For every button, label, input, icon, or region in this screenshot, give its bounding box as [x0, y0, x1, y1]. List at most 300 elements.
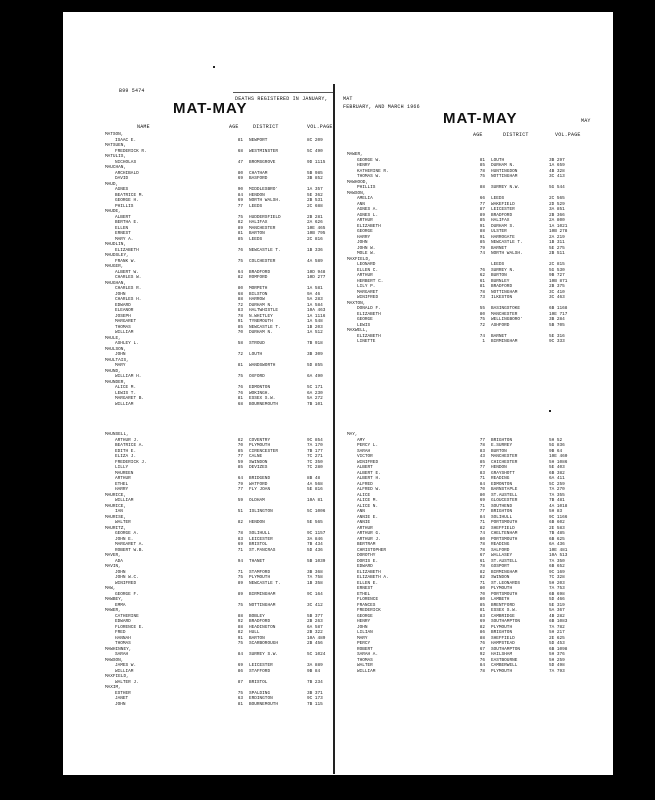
entry-age: 75 — [237, 690, 243, 696]
entries-left-bottom — [105, 432, 331, 707]
entry-volpage: 1A 1021 — [549, 223, 568, 229]
entry-volpage: 9B 84 — [307, 668, 321, 674]
entry-name: FRANCES — [357, 602, 376, 608]
entry-district: BURNLEY — [491, 278, 510, 284]
entry-name: FREDERICK J. — [115, 459, 147, 465]
entry-district: BRADFORD — [491, 212, 513, 218]
entry-volpage: 10D 277 — [307, 275, 326, 280]
entry-name: KATHERINE R. — [357, 168, 389, 174]
entry-age: 64 — [237, 269, 243, 275]
entry-district: NOTTINGHAM — [491, 174, 518, 179]
entry-volpage: 2C 565 — [549, 196, 565, 201]
entry-name: WALTER J. — [115, 679, 139, 685]
entry-volpage: 10B 278 — [549, 229, 568, 234]
entry-district: ST.AUSTELL — [491, 558, 518, 564]
entry-age: 67 — [479, 646, 485, 652]
entry-volpage: 2C 688 — [307, 203, 323, 209]
entry-age: 76 — [479, 267, 485, 273]
entry-volpage: 2B 263 — [307, 619, 323, 624]
entry-district: BRIGHTON — [491, 509, 513, 514]
entry-district: HARROGATE — [491, 234, 515, 240]
entry-name: MARY A. — [115, 236, 134, 242]
entry-name: AGNES — [115, 187, 129, 192]
entry-volpage: 8B 48 — [307, 476, 321, 481]
entry-name: MAWBEY, — [105, 597, 124, 602]
entry-age: 78 — [479, 547, 485, 553]
entry-age: 74 — [479, 333, 485, 339]
entry-age: 81 — [237, 701, 243, 707]
entry-volpage: 7B 101 — [307, 401, 323, 407]
entry-district: BOURNEMOUTH — [249, 701, 278, 707]
entry-district: LEEDS — [249, 203, 263, 209]
entry-district: BRIDGEND — [249, 476, 271, 481]
entry-district: NORTH WALSH. — [249, 198, 281, 203]
entry-name: MAUNSELL, — [105, 432, 129, 437]
entry-volpage: 10E 481 — [549, 547, 568, 553]
entry-name: THOMAS — [115, 641, 131, 646]
entry-volpage: 7B 177 — [307, 448, 323, 454]
entry-volpage: 7B 481 — [549, 498, 565, 503]
entry-age: 71 — [237, 547, 243, 553]
entry-district: BIRMINGHAM — [491, 569, 518, 575]
entry-volpage: 5H 203 — [549, 580, 565, 586]
entry-volpage: 8C 209 — [307, 137, 323, 143]
entry-volpage: 2C 816 — [307, 236, 323, 242]
entry-volpage: 7A 758 — [307, 575, 323, 580]
entry-district: WANDSWORTH — [249, 363, 276, 368]
entry-volpage: 7C 280 — [307, 465, 323, 470]
entry-volpage: 1B 311 — [549, 240, 565, 245]
scan-speck — [213, 66, 215, 68]
entry-name: PHILLIS — [115, 203, 134, 209]
entry-age: 70 — [237, 443, 243, 448]
entry-district: NEWCASTLE T. — [249, 247, 281, 253]
entry-name: DAVID — [115, 176, 129, 181]
entry-district: SPALDING — [249, 690, 271, 696]
entry-name: JOHN — [115, 569, 126, 575]
entry-volpage: 3C 412 — [307, 602, 323, 608]
entry-volpage: 2B 322 — [307, 630, 323, 635]
entry-name: ALICE M. — [357, 498, 379, 503]
entry-name: JOSEPH — [115, 313, 131, 319]
entry-name: LILLY — [115, 465, 129, 470]
entry-volpage: 3B 368 — [307, 569, 323, 575]
entry-name: ALBERT E. — [357, 470, 381, 476]
entry-name: VICTOR — [357, 454, 373, 459]
entry-name: ELIZABETH — [357, 569, 381, 575]
entry-name: MARGARET B. — [115, 396, 144, 401]
entry-age: 75 — [479, 174, 485, 179]
entry-age: 91 — [237, 319, 243, 324]
entry-name: MAXFIELD, — [347, 256, 371, 262]
entry-name: ISAAC E. — [115, 137, 137, 143]
entry-name: MAVER, — [105, 553, 121, 558]
entry-name: WALTER — [357, 663, 373, 668]
entry-name: DONALD F. — [357, 306, 381, 311]
entry-age: 75 — [237, 641, 243, 646]
entry-district: THANET — [249, 558, 265, 564]
entry-age: 74 — [479, 251, 485, 256]
entry-volpage: 7A 753 — [549, 586, 565, 591]
entry-district: HUNTINGDON — [491, 168, 518, 174]
entry-volpage: 2B 511 — [549, 251, 565, 256]
entry-volpage: 2B 281 — [307, 214, 323, 220]
entry-district: NOTTINGHAM — [491, 289, 518, 295]
entry-name: ALBERT H. — [357, 476, 381, 481]
entry-age: 92 — [479, 652, 485, 657]
entry-name: MAWSON, — [347, 190, 366, 196]
entry-volpage: 5B 1039 — [307, 558, 326, 564]
entry-volpage: 5E 362 — [307, 192, 323, 198]
entry-name: HANNAH — [115, 635, 131, 641]
entry-age: 91 — [237, 635, 243, 641]
entry-name: MOLE W. — [357, 251, 376, 256]
entry-district: ST.AUSTELL — [491, 492, 518, 498]
entry-district: WELLINGBORO' — [491, 317, 523, 322]
entry-name: LEWIS T. — [115, 390, 137, 396]
entry-name: ARTHUR — [357, 218, 373, 223]
entry-district: ERDINGTON — [249, 696, 273, 701]
entry-age: 84 — [479, 514, 485, 520]
entry-district: BRIGHTON — [491, 630, 513, 635]
entry-age: 47 — [237, 159, 243, 165]
entry-volpage: 2E 583 — [549, 525, 565, 531]
entry-district: SOUTHEND — [491, 503, 513, 509]
entry-name: MAXIM, — [105, 685, 121, 690]
entry-volpage: 5E 316 — [549, 333, 565, 339]
entry-age: 69 — [237, 198, 243, 203]
entry-name: WILLIAM — [115, 330, 134, 335]
entry-district: CAMBRIDGE — [491, 613, 515, 619]
entry-volpage: 3B 297 — [549, 157, 565, 163]
entry-volpage: 5C 490 — [307, 148, 323, 154]
entry-district: BROMSGROVE — [249, 159, 276, 165]
entry-volpage: 7B 115 — [307, 701, 323, 707]
entry-age: 78 — [237, 313, 243, 319]
entry-district: CHICHESTER — [491, 459, 518, 465]
entry-district: LEICESTER — [491, 207, 515, 212]
entry-volpage: 5B 705 — [549, 322, 565, 328]
entry-district: OXFORD — [249, 374, 265, 379]
entry-age: 74 — [479, 531, 485, 536]
entry-age: 80 — [479, 597, 485, 602]
entry-age: 76 — [237, 247, 243, 253]
entry-district: HULL — [249, 630, 260, 635]
entry-name: ELEANOR — [115, 308, 134, 313]
entry-name: ELIZABETH A. — [357, 575, 389, 580]
entry-district: CAMBERWELL — [491, 663, 518, 668]
entry-district: HAILSHAM — [491, 652, 513, 657]
entry-age: 90 — [237, 187, 243, 192]
entry-district: SURREY N.W. — [491, 185, 520, 190]
entry-age: 75 — [237, 214, 243, 220]
entry-volpage: 7C 328 — [549, 575, 565, 580]
entries-right-top — [347, 152, 573, 345]
entry-district: BARNSTAPLE — [491, 487, 518, 492]
entry-volpage: 7A 782 — [549, 624, 565, 630]
entry-district: SHEFFIELD — [491, 635, 515, 641]
entry-district: LEEDS — [491, 262, 505, 267]
entry-volpage: 5G 544 — [549, 185, 565, 190]
entry-name: WILLIAM — [357, 668, 376, 674]
entry-volpage: 7A 270 — [549, 487, 565, 492]
entry-district: BRENTFORD — [491, 602, 515, 608]
entry-age: 78 — [479, 168, 485, 174]
entry-age: 69 — [479, 498, 485, 503]
entry-age: 78 — [479, 289, 485, 295]
entry-age: 80 — [479, 586, 485, 591]
entry-name: ETHEL — [357, 591, 371, 597]
entry-volpage: 2B 531 — [307, 198, 323, 203]
entry-volpage: 2A 626 — [307, 220, 323, 225]
entry-district: LEICESTER — [249, 536, 273, 542]
entry-volpage: 7C 271 — [307, 454, 323, 459]
entry-district: WAKEFIELD — [491, 201, 515, 207]
entry-age: 85 — [479, 459, 485, 465]
entry-district: MANCHESTER — [491, 454, 518, 459]
entry-volpage: 6A 490 — [307, 374, 323, 379]
entry-district: NOTTINGHAM — [249, 602, 276, 608]
entry-age: 69 — [237, 663, 243, 668]
entry-name: ALFRED W. — [357, 487, 381, 492]
entry-name: GEORGE — [357, 317, 373, 322]
entry-age: 67 — [479, 553, 485, 558]
entry-age: 83 — [479, 613, 485, 619]
left-heading: DEATHS REGISTERED IN JANUARY, — [235, 96, 328, 102]
entry-name: SARAH A. — [357, 652, 379, 657]
entry-name: GEORGE — [357, 613, 373, 619]
entry-district: EDMONTON — [491, 481, 513, 487]
entry-name: CHARLES W. — [115, 275, 142, 280]
entry-name: CHRISTOPHER — [357, 547, 386, 553]
entry-volpage: 10E 460 — [549, 454, 568, 459]
entry-district: COVENTRY — [249, 437, 271, 443]
entry-age: 84 — [479, 663, 485, 668]
entry-volpage: 6B 1098 — [549, 646, 568, 652]
entry-name: SARAH — [357, 448, 371, 454]
entry-name: PHILLIS — [357, 185, 376, 190]
entry-district: LOUTH — [491, 157, 505, 163]
entry-name: MAULE, — [105, 335, 121, 341]
entry-district: SURREY N. — [491, 267, 515, 273]
entry-name: EDWARD — [357, 564, 373, 569]
entry-age: 78 — [479, 564, 485, 569]
entry-district: HALIFAX — [491, 218, 510, 223]
entry-name: ALBERT — [357, 465, 373, 470]
entry-age: 77 — [479, 437, 485, 443]
col-district-right: DISTRICT — [503, 132, 529, 138]
entry-district: ULSTER — [491, 229, 507, 234]
entry-name: WINIFRED — [357, 295, 379, 300]
entry-district: BILSTON — [249, 291, 268, 297]
entry-name: MAUND, — [105, 368, 121, 374]
entry-district: NEWCASTLE T. — [249, 324, 281, 330]
entry-name: ELLEN — [115, 225, 129, 231]
entry-age: 89 — [237, 225, 243, 231]
entry-volpage: 3B 852 — [307, 176, 323, 181]
entry-volpage: 2C 815 — [549, 262, 565, 267]
entry-volpage: 6A 230 — [307, 390, 323, 396]
entries-left-top — [105, 132, 331, 407]
entry-name: JOHN E. — [115, 536, 134, 542]
entry-volpage: 4B 282 — [549, 613, 565, 619]
entry-district: CHELTENHAM — [491, 531, 518, 536]
entry-age: 80 — [479, 536, 485, 542]
entry-district: STAMFORD — [249, 569, 271, 575]
entry-name: ELIZABETH — [357, 333, 381, 339]
entry-name: MARGARET A. — [115, 542, 144, 547]
entry-name: AGNES L. — [357, 212, 379, 218]
entry-volpage: 10A 81 — [307, 498, 323, 503]
col-vol-left: VOL.PAGE — [307, 124, 333, 130]
col-name-left: NAME — [137, 124, 150, 130]
entry-volpage: 3C 413 — [549, 174, 565, 179]
entry-district: SOLIHULL — [491, 514, 513, 520]
entry-volpage: 9C 333 — [549, 339, 565, 344]
entry-name: EDWARD — [115, 619, 131, 624]
entry-volpage: 5E 816 — [307, 487, 323, 492]
entry-name: LEWIS — [357, 322, 371, 328]
entry-district: OLDHAM — [249, 498, 265, 503]
entry-volpage: 5A 283 — [307, 297, 323, 302]
entry-district: GOSPORT — [491, 564, 510, 569]
entry-district: BARNET — [491, 333, 507, 339]
entry-volpage: 4A 589 — [307, 258, 323, 264]
entry-name: GEORGE W. — [357, 157, 381, 163]
entry-district: READING — [491, 476, 510, 481]
entry-age: 92 — [237, 619, 243, 624]
entry-district: WATFORD — [249, 481, 268, 487]
entry-district: SWINDON — [491, 575, 510, 580]
entry-district: LEEDS — [249, 236, 263, 242]
entry-age: 82 — [237, 520, 243, 525]
entry-name: LILIAN — [357, 630, 373, 635]
entry-name: MAUNDER, — [105, 379, 127, 385]
entry-name: ARTHUR — [115, 476, 131, 481]
entry-volpage: 5H 376 — [549, 652, 565, 657]
entry-name: HARRY — [357, 234, 371, 240]
entry-age: 61 — [479, 558, 485, 564]
entry-name: WILLIAM — [115, 498, 134, 503]
entry-age: 80 — [479, 311, 485, 317]
entry-age: 81 — [237, 231, 243, 236]
entry-volpage: 5C 1024 — [307, 652, 326, 657]
entry-volpage: 7A 350 — [549, 558, 565, 564]
register-entry — [105, 402, 331, 408]
entry-name: MAWER, — [347, 152, 363, 157]
entry-district: NORTH WALSH. — [491, 251, 523, 256]
entry-age: 83 — [479, 448, 485, 454]
entry-name: GEORGE F. — [115, 591, 139, 597]
entry-age: 77 — [479, 509, 485, 514]
entry-age: 88 — [237, 624, 243, 630]
entry-volpage: 10E 465 — [307, 225, 326, 231]
entry-name: LILY P. — [357, 284, 376, 289]
entry-volpage: 9C 173 — [307, 696, 323, 701]
entry-district: GRAYSHOTT — [491, 470, 515, 476]
entry-district: BRISTOL — [249, 679, 268, 685]
entry-volpage: 2B 456 — [307, 641, 323, 646]
right-heading: FEBRUARY, AND MARCH 1966 — [343, 104, 420, 110]
entry-name: MAW, — [105, 586, 116, 591]
entry-district: WALLASEY — [491, 553, 513, 558]
entry-name: ARTHUR J. — [357, 536, 381, 542]
entry-volpage: 1A 548 — [307, 319, 323, 324]
entry-name: JAMES W. — [115, 663, 137, 668]
entry-district: MIDDLESBRO' — [249, 187, 278, 192]
entry-district: NEWCASTLE T. — [491, 240, 523, 245]
entry-district: ILKESTON — [491, 295, 513, 300]
entry-name: ANNIE — [357, 520, 371, 525]
entry-volpage: 2A 800 — [549, 218, 565, 223]
entry-age: 77 — [237, 487, 243, 492]
entry-name: JOHN W.C. — [115, 575, 139, 580]
entry-name: ARCHIBALD — [115, 170, 139, 176]
entry-age: 76 — [237, 390, 243, 396]
entry-district: HARROW — [249, 297, 265, 302]
entry-district: HALIFAX — [249, 220, 268, 225]
entry-age: 87 — [479, 207, 485, 212]
entry-name: GEORGE A. — [115, 531, 139, 536]
entry-volpage: 9A 46 — [307, 291, 321, 297]
entry-age: 82 — [479, 569, 485, 575]
entry-name: MAUDLIN, — [105, 242, 127, 247]
entry-district: BASFORD — [249, 176, 268, 181]
entry-volpage: 5H 52 — [549, 437, 563, 443]
entry-volpage: 1B 203 — [307, 324, 323, 330]
entry-name: THOMAS W. — [357, 174, 381, 179]
entry-age: 82 — [237, 275, 243, 280]
entry-district: MANCHESTER — [491, 311, 518, 317]
entry-age: 76 — [237, 385, 243, 390]
entry-name: WILLIAM — [115, 401, 134, 407]
entry-volpage: 10D 948 — [307, 269, 326, 275]
entry-age: 94 — [237, 558, 243, 564]
right-page-tag: MAY — [581, 118, 591, 124]
entry-name: HENRY — [357, 163, 371, 168]
entry-name: WALTER — [115, 520, 131, 525]
entry-age: 75 — [237, 602, 243, 608]
entry-age: 84 — [237, 192, 243, 198]
entry-age: 89 — [237, 580, 243, 586]
entry-age: 83 — [479, 470, 485, 476]
entry-district: BRIGHTON — [491, 437, 513, 443]
entry-district: SALFORD — [491, 547, 510, 553]
entry-name: HERBERT C. — [357, 278, 384, 284]
entry-volpage: 9C 1166 — [549, 514, 568, 520]
entry-district: LEICESTER — [249, 663, 273, 668]
entry-name: MAURISE, — [105, 514, 127, 520]
entry-name: MARY — [115, 363, 126, 368]
entry-name: BEATRICE A. — [115, 443, 144, 448]
entry-age: 78 — [479, 542, 485, 547]
entry-name: ANNIE E. — [357, 514, 379, 520]
entry-name: MAXTON, — [347, 300, 366, 306]
entry-name: DORIS E. — [357, 558, 379, 564]
entry-volpage: 5C 259 — [549, 481, 565, 487]
entry-age: 68 — [237, 148, 243, 154]
entry-age: 75 — [237, 374, 243, 379]
entry-age: 69 — [237, 542, 243, 547]
entry-name: MAURICE, — [105, 492, 127, 498]
entry-age: 88 — [237, 613, 243, 619]
entry-name: LINETTE — [357, 339, 376, 344]
entry-age: 81 — [479, 608, 485, 613]
entry-volpage: 1A 659 — [549, 163, 565, 168]
entry-age: 70 — [479, 591, 485, 597]
entry-age: 89 — [479, 212, 485, 218]
entry-volpage: 3A 846 — [307, 536, 323, 542]
